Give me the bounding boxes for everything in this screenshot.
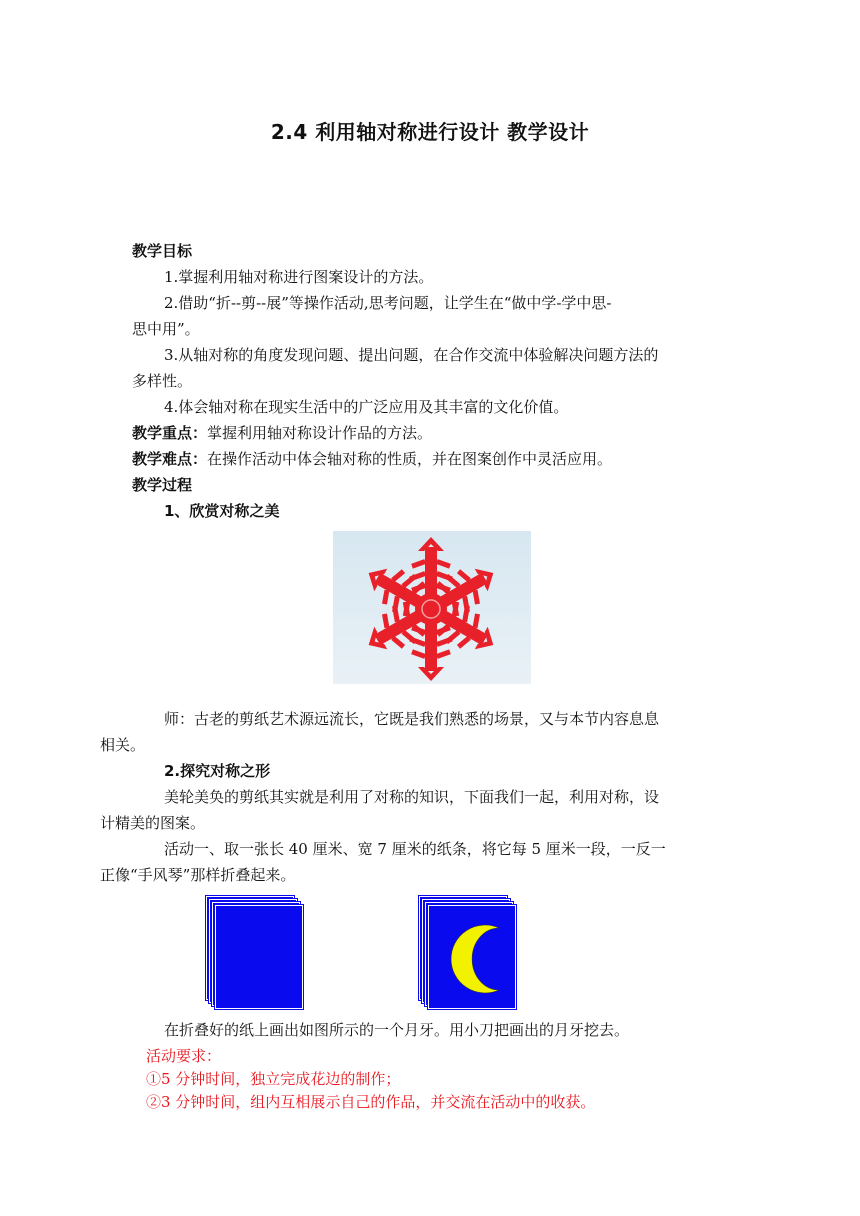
activity-one	[100, 836, 730, 888]
objective-item: 2.借助“折--剪--展”等操作活动,思考问题，让学生在“做中学-学中思-	[164, 294, 612, 312]
section-1-heading: 1、欣赏对称之美	[164, 502, 280, 520]
section-2-heading: 2.探究对称之形	[164, 762, 271, 780]
moon-instruction: 在折叠好的纸上画出如图所示的一个月牙。用小刀把画出的月牙挖去。	[164, 1021, 630, 1039]
folded-paper-stack-image	[206, 896, 302, 1008]
crescent-moon-icon	[429, 906, 515, 1008]
process-heading: 教学过程	[132, 476, 193, 494]
objective-item-continuation: 多样性。	[132, 372, 193, 390]
objective-item: 4.体会轴对称在现实生活中的广泛应用及其丰富的文化价值。	[164, 398, 569, 416]
objective-item: 3.从轴对称的角度发现问题、提出问题，在合作交流中体验解决问题方法的	[164, 346, 659, 364]
difficulty-text: 在操作活动中体会轴对称的性质，并在图案创作中灵活应用。	[207, 450, 613, 468]
requirement-item: ①5 分钟时间，独立完成花边的制作；	[146, 1070, 401, 1088]
snowflake-icon	[333, 531, 531, 684]
key-point-text: 掌握利用轴对称设计作品的方法。	[207, 424, 433, 442]
key-point-label: 教学重点：	[132, 424, 208, 442]
activity-line-1: 活动一、取一张长 40 厘米、宽 7 厘米的纸条，将它每 5 厘米一段，一反一	[164, 840, 666, 858]
difficulty-label: 教学难点：	[132, 450, 208, 468]
snowflake-papercut-image	[333, 531, 531, 684]
requirements-heading: 活动要求：	[146, 1047, 222, 1065]
intro-line-2: 计精美的图案。	[100, 814, 206, 832]
teacher-remark-line-2: 相关。	[100, 736, 146, 754]
teacher-remark	[100, 706, 730, 758]
activity-line-2: 正像“手风琴”那样折叠起来。	[100, 866, 296, 884]
objective-item: 1.掌握利用轴对称进行图案设计的方法。	[164, 268, 434, 286]
intro-line-1: 美轮美奂的剪纸其实就是利用了对称的知识，下面我们一起，利用对称，设	[164, 788, 660, 806]
teacher-remark-line-1: 师：古老的剪纸艺术源远流长，它既是我们熟悉的场景，又与本节内容息息	[164, 710, 660, 728]
section-2-intro	[100, 784, 730, 836]
objective-item-continuation: 思中用”。	[132, 320, 200, 338]
key-point	[132, 420, 732, 446]
folded-paper-with-moon-image	[419, 896, 515, 1008]
objectives-heading: 教学目标	[132, 242, 193, 260]
document-title: 2.4 利用轴对称进行设计 教学设计	[270, 120, 590, 144]
difficulty	[132, 446, 732, 472]
requirement-item: ②3 分钟时间，组内互相展示自己的作品，并交流在活动中的收获。	[146, 1093, 596, 1111]
